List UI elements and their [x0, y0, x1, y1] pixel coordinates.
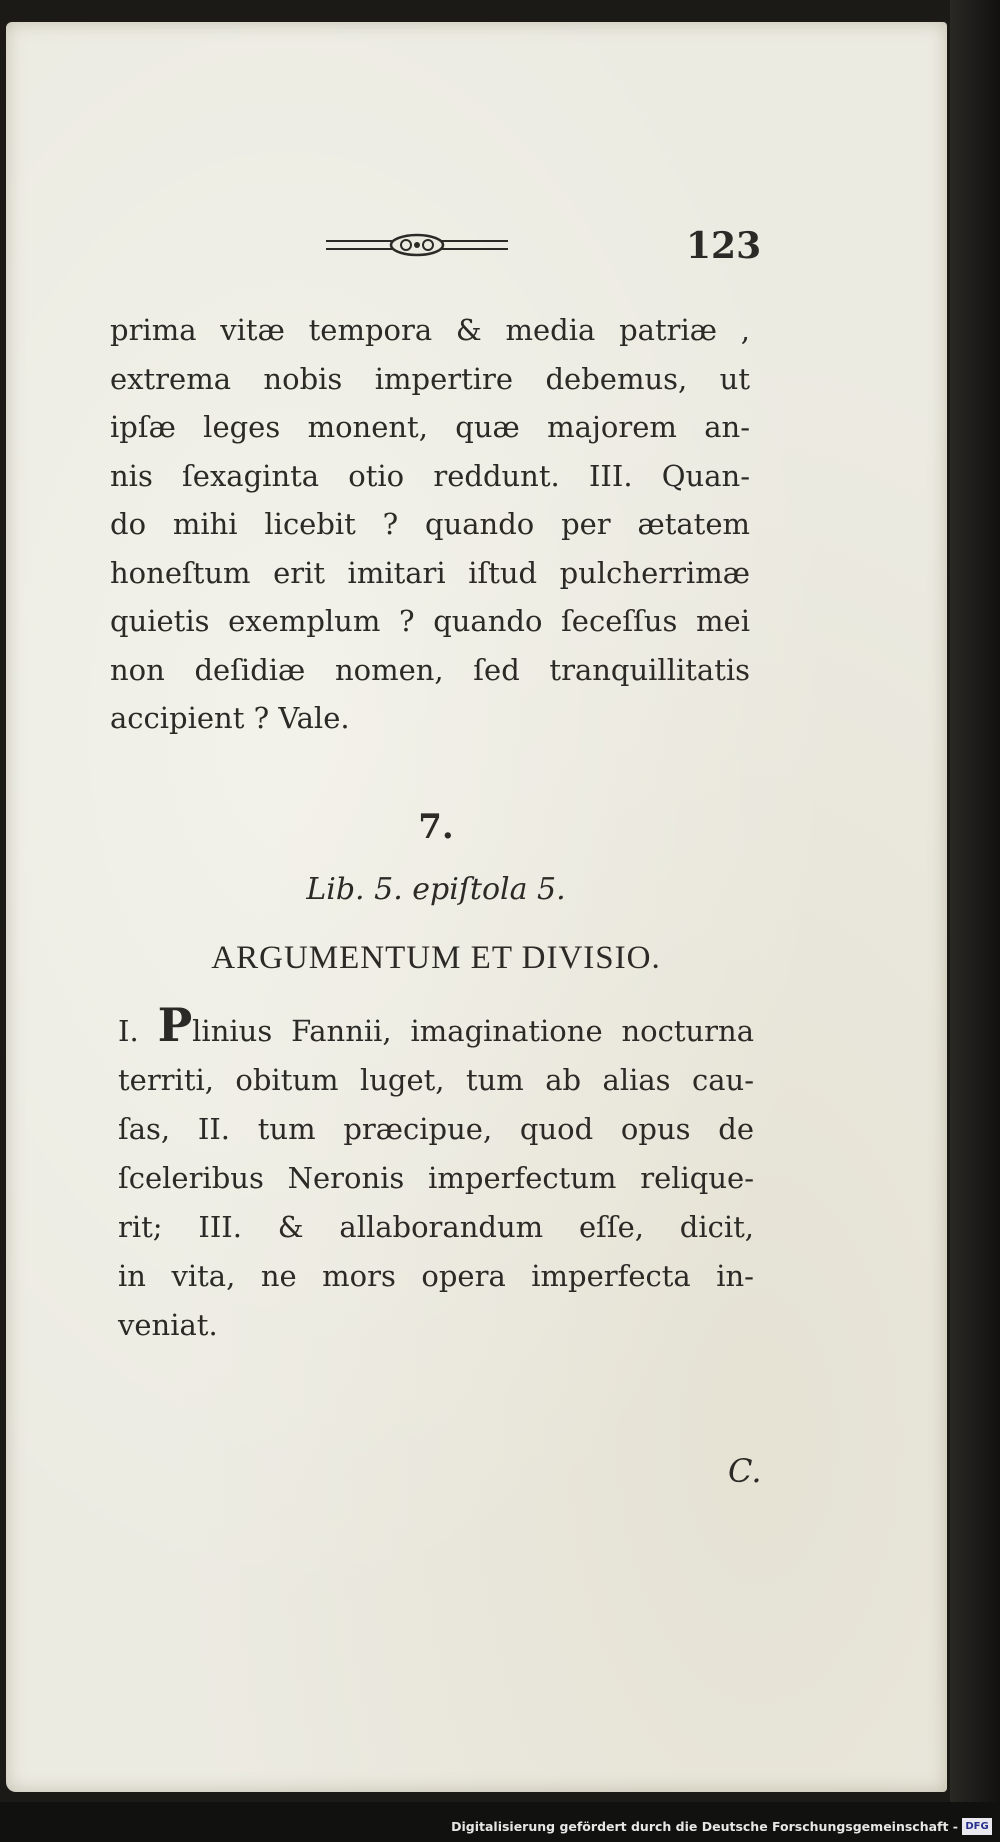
- text-line: ſas, II. tum præcipue, quod opus de: [118, 1112, 754, 1146]
- text-line: veniat.: [118, 1308, 218, 1342]
- text-line: territi, obitum luget, tum ab alias cau-: [118, 1063, 754, 1097]
- text-line: rit; III. & allaborandum eſſe, dicit,: [118, 1210, 754, 1244]
- funding-credit: Digitalisierung gefördert durch die Deutsche Forschungsgemeinschaft -: [451, 1819, 958, 1834]
- letter-reference: Lib. 5. epiſtola 5.: [306, 872, 566, 907]
- roman-numeral: I.: [118, 1014, 139, 1048]
- text-line: do mihi licebit ? quando per ætatem: [110, 507, 750, 541]
- text-line: honeſtum erit imitari iſtud pulcherrimæ: [110, 555, 750, 590]
- text-line-first: [118, 998, 755, 1056]
- paper-page: [6, 22, 947, 1792]
- text-line: ſceleribus Neronis imperfectum reliquе-: [118, 1161, 754, 1195]
- footer-bar: [0, 1802, 1000, 1842]
- text-line: extrema nobis impertire debemus, ut: [110, 361, 750, 396]
- ornament-rule-icon: [326, 232, 508, 258]
- section-heading: ARGUMENTUM ET DIVISIO.: [211, 940, 661, 976]
- text-line: quietis exemplum ? quando ſeceſſus mei: [110, 604, 750, 638]
- text-line: in vita, ne mors opera imperfecta in-: [118, 1259, 754, 1293]
- first-line-text: linius Fannii, imaginatione nocturna: [192, 1014, 755, 1048]
- argument-paragraph: [118, 998, 755, 1350]
- paragraph-continuation: [110, 306, 750, 743]
- catchword: C.: [728, 1452, 762, 1490]
- page-number: 123: [686, 225, 762, 267]
- book-spine-edge: [950, 0, 1000, 1842]
- text-line: accipient ? Vale.: [110, 701, 350, 735]
- dfg-logo: DFG: [962, 1818, 992, 1835]
- text-line: nis ſexaginta otio reddunt. III. Quan-: [110, 458, 750, 493]
- text-line: prima vitæ tempora & media patriæ ,: [110, 313, 750, 347]
- text-line: ipſæ leges monent, quæ majorem an-: [110, 410, 750, 444]
- text-line: non deſidiæ nomen, ſed tranquillitatis: [110, 652, 750, 687]
- drop-letter: P: [157, 998, 193, 1052]
- section-number: 7.: [418, 807, 454, 847]
